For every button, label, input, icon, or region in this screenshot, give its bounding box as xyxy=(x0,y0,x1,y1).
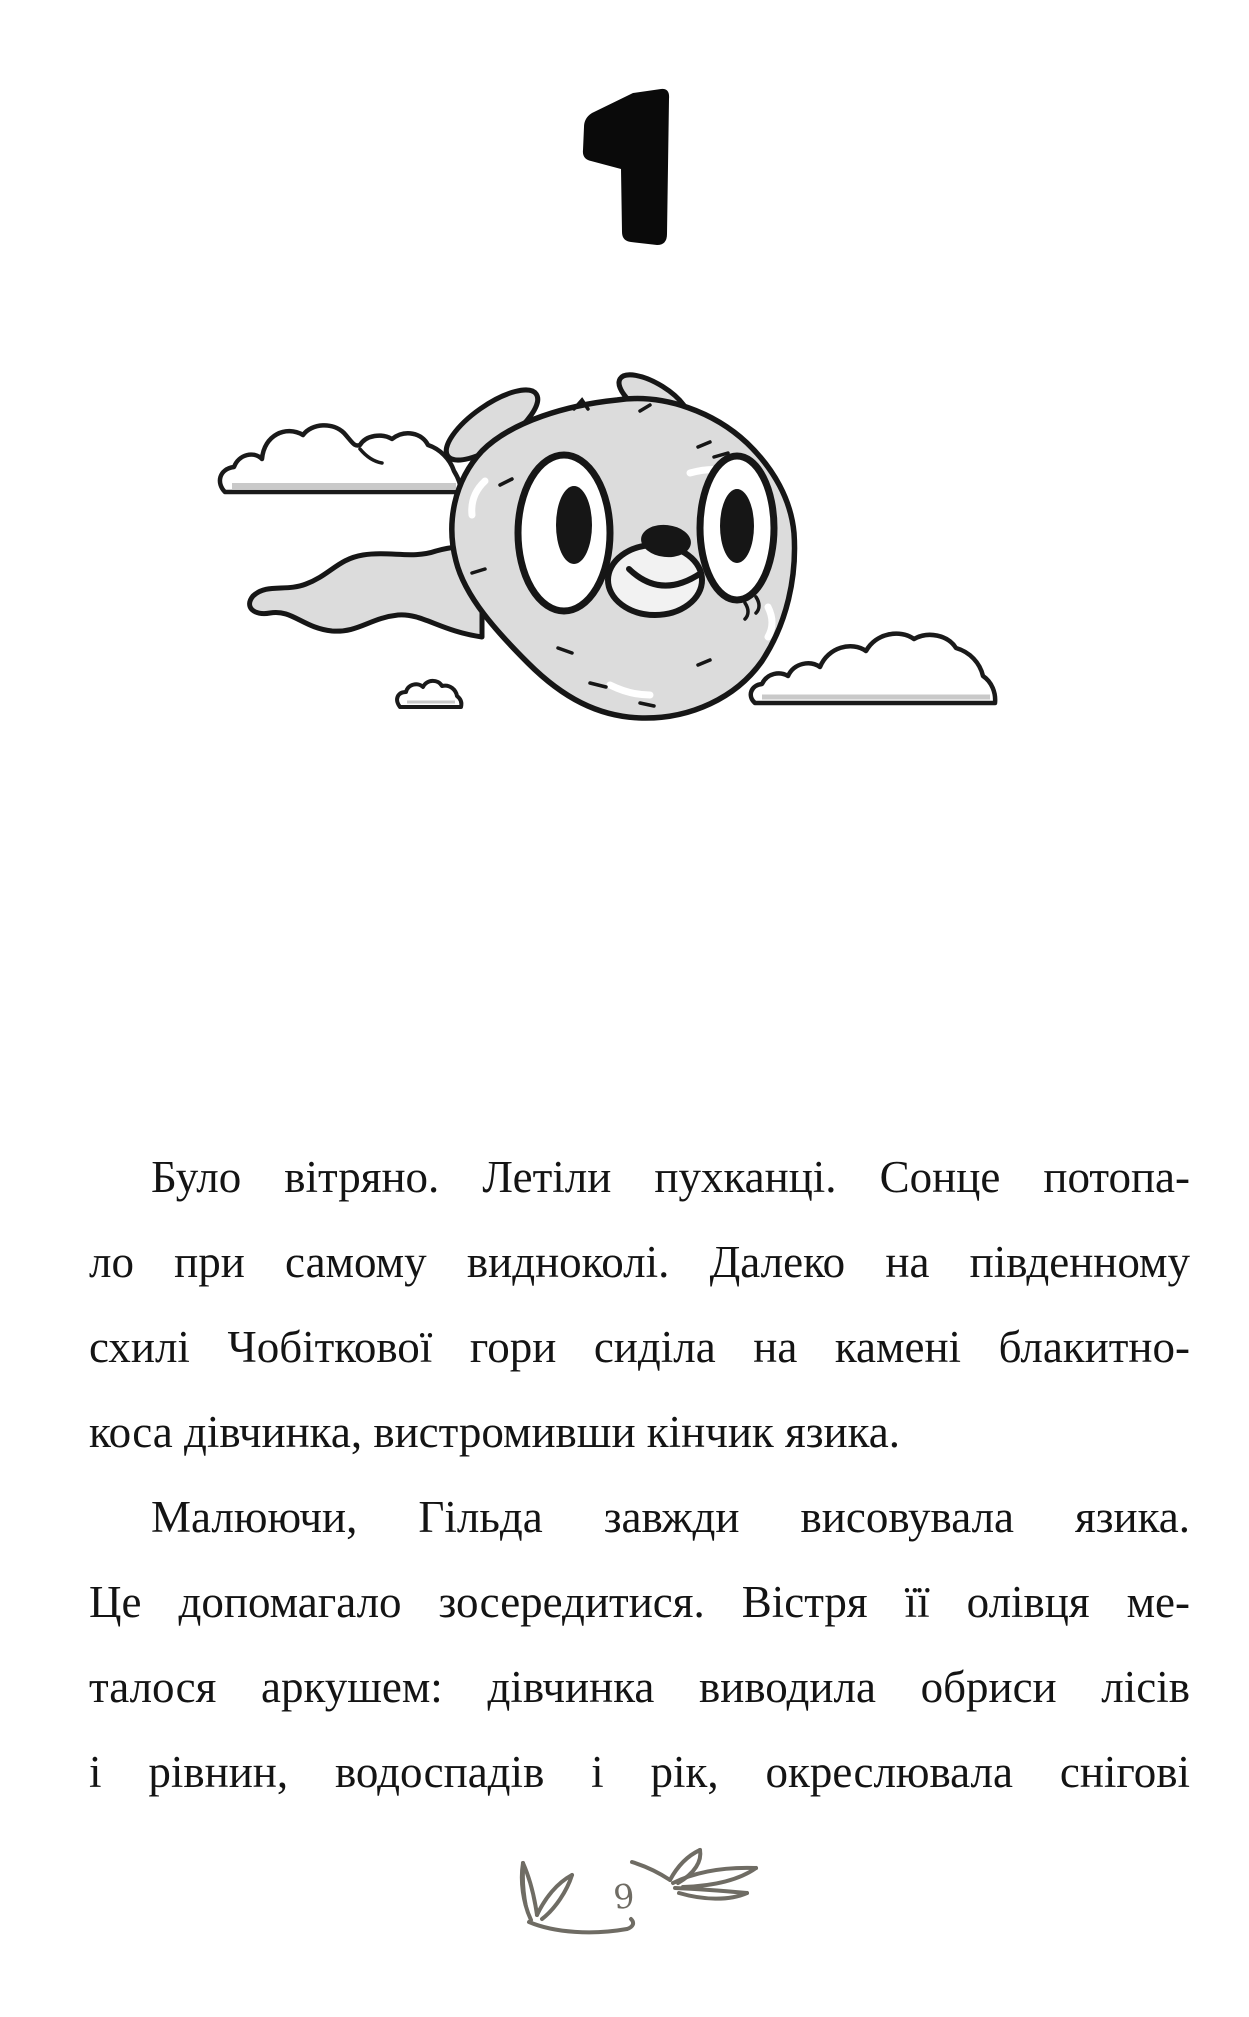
text-line: коса дівчинка, вистромивши кінчик язика. xyxy=(89,1407,901,1457)
text-line: Це допомагало зосередитися. Вістря її олівця ме- xyxy=(89,1577,1190,1627)
text-line: схилі Чобіткової гори сиділа на камені блакитно- xyxy=(89,1322,1190,1372)
text-line: Було вітряно. Летіли пухканці. Сонце потопа- xyxy=(151,1152,1190,1202)
leaf-ornament-right-icon xyxy=(632,1850,756,1899)
page-number: 9 xyxy=(611,1876,637,1917)
footer-ornament xyxy=(515,1843,765,1938)
numeral-1-glyph xyxy=(583,89,669,245)
text-line: ло при самому видноколі. Далеко на південному xyxy=(89,1237,1190,1287)
creature-pupil-left xyxy=(556,486,592,564)
cloud-right xyxy=(751,634,995,703)
creature-tail xyxy=(250,546,482,637)
woff-creature-illustration xyxy=(170,365,1020,735)
text-line: і рівнин, водоспадів і рік, окреслювала снігові xyxy=(89,1747,1190,1797)
body-text xyxy=(89,1135,1190,1815)
cloud-small xyxy=(397,681,461,707)
cloud-left xyxy=(220,425,461,492)
text-line: Малюючи, Гільда завжди висовувала язика. xyxy=(151,1492,1190,1542)
text-line: талося аркушем: дівчинка виводила обриси лісів xyxy=(89,1662,1190,1712)
creature-pupil-right xyxy=(720,489,754,563)
chapter-number xyxy=(575,85,675,250)
